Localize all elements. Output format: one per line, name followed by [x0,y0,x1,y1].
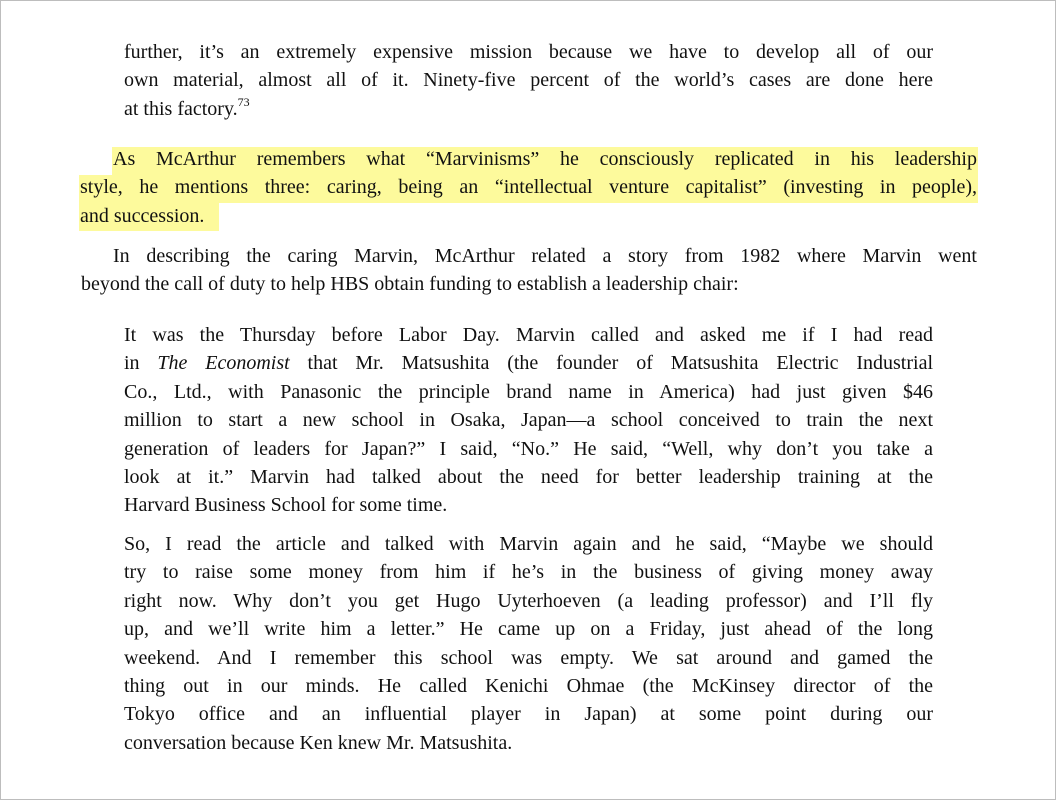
text-line: million to start a new school in Osaka, Japan—a school conceived to train the next [124,409,933,432]
text-line: generation of leaders for Japan?” I said, “No.” He said, “Well, why don’t you take a [124,437,933,460]
text-line: right now. Why don’t you get Hugo Uyterhoeven (a leading professor) and I’ll fly [124,589,933,612]
text-line: thing out in our minds. He called Kenichi Ohmae (the McKinsey director of the [124,675,933,698]
text-line [124,349,933,377]
text-fragment: that Mr. Matsushita (the founder of Matsushita Electric Industrial [289,352,934,375]
text-line: further, it’s an extremely expensive mission because we have to develop all of our [124,41,933,63]
text-line-content: at this factory. [124,97,238,120]
blockquote-read-article [124,530,933,757]
paragraph-marvinisms[interactable] [80,145,977,230]
text-line: So, I read the article and talked with Marvin again and he said, “Maybe we should [124,533,933,555]
text-line: beyond the call of duty to help HBS obtain funding to establish a leadership chair: [81,273,739,296]
text-line: and succession. [80,204,205,227]
publication-title: The Economist [157,352,290,375]
text-line: conversation because Ken knew Mr. Matsushita. [124,731,513,754]
blockquote-mission-cost [124,38,933,123]
text-line: In describing the caring Marvin, McArthur related a story from 1982 where Marvin went [113,245,977,267]
footnote-marker[interactable]: 73 [237,94,250,109]
text-line [124,95,933,123]
text-line: weekend. And I remember this school was empty. We sat around and gamed the [124,646,933,669]
text-line: style, he mentions three: caring, being an “intellectual venture capitalist” (investing in people), [80,176,977,199]
text-fragment: in [124,352,158,375]
text-line: Harvard Business School for some time. [124,494,448,517]
text-line: own material, almost all of it. Ninety-five percent of the world’s cases are done here [124,69,933,92]
text-line: Tokyo office and an influential player in Japan) at some point during our [124,703,933,726]
paragraph-caring-marvin [81,242,977,299]
text-line: It was the Thursday before Labor Day. Marvin called and asked me if I had read [124,324,933,346]
text-line: try to raise some money from him if he’s in the business of giving money away [124,561,933,584]
text-line: up, and we’ll write him a letter.” He came up on a Friday, just ahead of the long [124,618,933,641]
blockquote-labor-day [124,321,933,520]
text-line: look at it.” Marvin had talked about the need for better leadership training at the [124,466,933,489]
text-line: Co., Ltd., with Panasonic the principle brand name in America) had just given $46 [124,380,933,403]
text-line: As McArthur remembers what “Marvinisms” he consciously replicated in his leadership [113,148,977,170]
